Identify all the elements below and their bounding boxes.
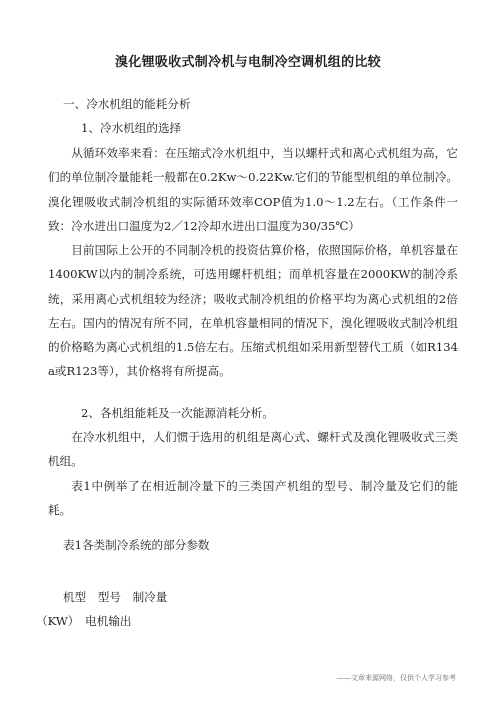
footer-source-note: ——文章来源网络，仅供个人学习参考 xyxy=(337,674,456,682)
paragraph-investment-price: 目前国际上公开的不同制冷机的投资估算价格，依照国际价格，单机容量在1400KW以内的制冷系统，可选用螺杆机组；而单机容量在2000KW的制冷系统，采用离心式机组较为经济；吸收式制冷机组的价格平均为离心式机组的2倍左右。国内的情况有所不同，在单机容量相同的情况下，溴化锂吸收式制冷机组的价格略为离心式机组的1.5倍左右。压缩式机组如采用新型替代工质（如R134a或R123等），其价格将有所提高。 xyxy=(48,243,458,379)
document-title: 溴化锂吸收式制冷机与电制冷空调机组的比较 xyxy=(114,55,381,70)
table-header-row-1: 机型 型号 制冷量 xyxy=(63,590,168,604)
table-caption: 表1各类制冷系统的部分参数 xyxy=(63,538,210,552)
subsection-heading-unit-selection: 1、冷水机组的选择 xyxy=(81,121,182,135)
table-header-row-2: （KW） 电机输出 xyxy=(36,614,132,628)
section-heading-energy-analysis: 一、冷水机组的能耗分析 xyxy=(63,97,191,111)
subsection-heading-energy-consumption: 2、各机组能耗及一次能源消耗分析。 xyxy=(81,406,274,420)
paragraph-unit-types: 在冷水机组中，人们惯于选用的机组是离心式、螺杆式及溴化锂吸收式三类机组。 xyxy=(48,430,458,469)
paragraph-cycle-efficiency: 从循环效率来看：在压缩式冷水机组中，当以螺杆式和离心式机组为高，它们的单位制冷量能耗一般都在0.2Kw～0.22Kw.它们的节能型机组的单位制冷。溴化锂吸收式制冷机组的实际循环效率COP值为1.0～1.2左右。（工作条件一致：冷水进出口温度为2／12冷却水进出口温度为30/35℃） xyxy=(48,146,458,233)
paragraph-table-intro: 表1中例举了在相近制冷量下的三类国产机组的型号、制冷量及它们的能耗。 xyxy=(48,479,458,518)
